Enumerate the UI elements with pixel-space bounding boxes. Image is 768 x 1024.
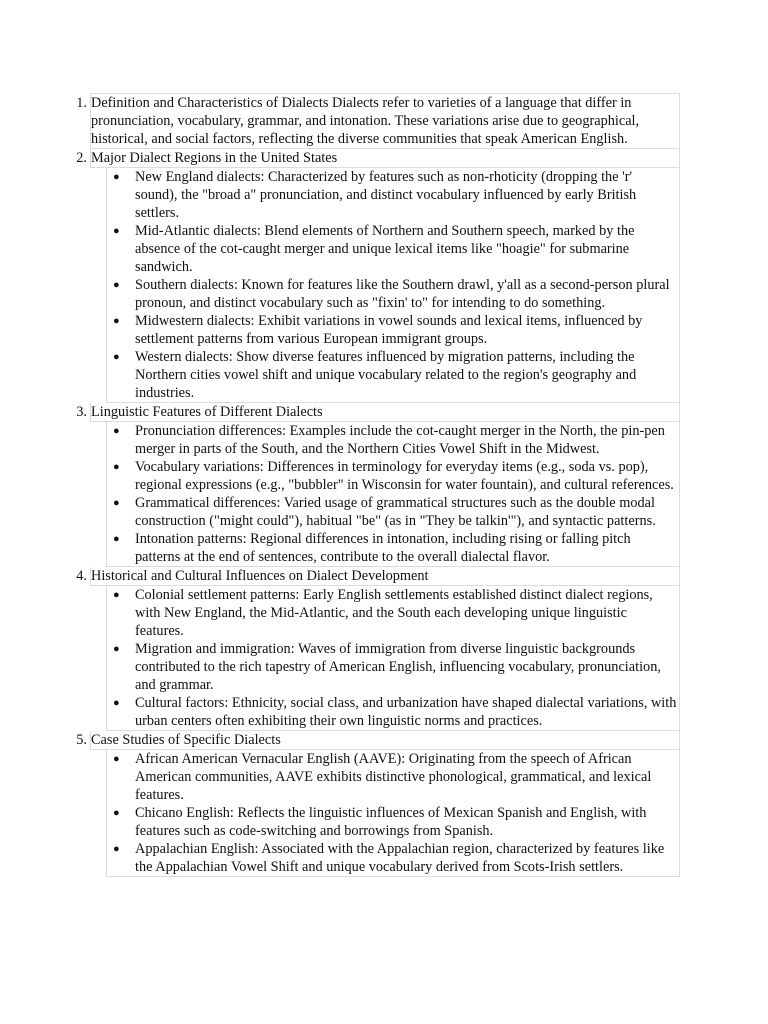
section-number: 5. bbox=[76, 732, 87, 748]
bullet-text: Southern dialects: Known for features like the Southern drawl, y'all as a second-person plural pronoun, and distinct vocabulary such as "fixin' to" for intending to do something. bbox=[135, 277, 670, 311]
bullet-item bbox=[107, 458, 679, 494]
bullet-text: Intonation patterns: Regional differences in intonation, including rising or falling pitch patterns at the end of sentences, contribute to the overall dialectal flavor. bbox=[135, 531, 631, 565]
bullet-icon: ● bbox=[113, 461, 120, 473]
section-item bbox=[60, 731, 680, 877]
bullet-item bbox=[107, 804, 679, 840]
bullet-icon: ● bbox=[113, 315, 120, 327]
bullet-text: African American Vernacular English (AAVE): Originating from the speech of African American communities, AAVE exhibits distinctive phonological, grammatical, and lexical features. bbox=[135, 751, 652, 803]
bullet-icon: ● bbox=[113, 589, 120, 601]
section-number: 4. bbox=[76, 568, 87, 584]
bullet-icon: ● bbox=[113, 351, 120, 363]
bullet-item bbox=[107, 586, 679, 640]
section-number: 2. bbox=[76, 150, 87, 166]
bullet-item bbox=[107, 840, 679, 876]
bullet-text: Mid-Atlantic dialects: Blend elements of Northern and Southern speech, marked by the absence of the cot-caught merger and unique lexical items like "hoagie" for submarine sandwich. bbox=[135, 223, 635, 275]
bullet-item bbox=[107, 422, 679, 458]
document-body bbox=[60, 93, 680, 877]
bullet-text: Chicano English: Reflects the linguistic influences of Mexican Spanish and English, with features such as code-switching and borrowings from Spanish. bbox=[135, 805, 647, 839]
bullet-icon: ● bbox=[113, 497, 120, 509]
bullet-item bbox=[107, 276, 679, 312]
bullet-list bbox=[106, 168, 680, 403]
section-item bbox=[60, 567, 680, 731]
bullet-text: Colonial settlement patterns: Early English settlements established distinct dialect regions, with New England, the Mid-Atlantic, and the South each developing unique linguistic features. bbox=[135, 587, 653, 639]
section-number: 1. bbox=[76, 95, 87, 111]
bullet-item bbox=[107, 530, 679, 566]
bullet-item bbox=[107, 348, 679, 402]
bullet-icon: ● bbox=[113, 225, 120, 237]
bullet-item bbox=[107, 168, 679, 222]
section-header bbox=[76, 93, 680, 149]
bullet-icon: ● bbox=[113, 697, 120, 709]
bullet-item bbox=[107, 222, 679, 276]
bullet-icon: ● bbox=[113, 843, 120, 855]
bullet-list bbox=[106, 750, 680, 877]
bullet-icon: ● bbox=[113, 533, 120, 545]
bullet-text: Midwestern dialects: Exhibit variations in vowel sounds and lexical items, influenced by settlement patterns from various European immigrant groups. bbox=[135, 313, 643, 347]
bullet-text: Cultural factors: Ethnicity, social class, and urbanization have shaped dialectal variations, with urban centers often exhibiting their own linguistic norms and practices. bbox=[135, 695, 677, 729]
bullet-icon: ● bbox=[113, 643, 120, 655]
section-list bbox=[60, 93, 680, 877]
bullet-icon: ● bbox=[113, 753, 120, 765]
bullet-text: Appalachian English: Associated with the Appalachian region, characterized by features like the Appalachian Vowel Shift and unique vocabulary derived from Scots-Irish settlers. bbox=[135, 841, 665, 875]
bullet-item bbox=[107, 750, 679, 804]
section-header bbox=[76, 149, 680, 168]
section-description: Dialects refer to varieties of a language that differ in pronunciation, vocabulary, grammar, and intonation. These variations arise due to geographical, historical, and social factors, reflecting the diverse communities that speak American English. bbox=[91, 95, 640, 147]
bullet-list bbox=[106, 586, 680, 731]
section-title: Linguistic Features of Different Dialects bbox=[91, 404, 323, 420]
bullet-item bbox=[107, 494, 679, 530]
section-item bbox=[60, 403, 680, 567]
section-header bbox=[76, 567, 680, 586]
section-number: 3. bbox=[76, 404, 87, 420]
bullet-list bbox=[106, 422, 680, 567]
bullet-icon: ● bbox=[113, 171, 120, 183]
section-item bbox=[60, 149, 680, 403]
bullet-item bbox=[107, 640, 679, 694]
bullet-icon: ● bbox=[113, 807, 120, 819]
section-item bbox=[60, 93, 680, 149]
section-title: Major Dialect Regions in the United States bbox=[91, 150, 338, 166]
bullet-text: Migration and immigration: Waves of immigration from diverse linguistic backgrounds contributed to the rich tapestry of American English, influencing vocabulary, pronunciation, and grammar. bbox=[135, 641, 661, 693]
bullet-text: Grammatical differences: Varied usage of grammatical structures such as the double modal construction ("might could"), habitual "be" (as in "They be talkin'"), and syntactic patterns. bbox=[135, 495, 656, 529]
bullet-item bbox=[107, 312, 679, 348]
bullet-text: Western dialects: Show diverse features influenced by migration patterns, including the Northern cities vowel shift and unique vocabulary related to the region's geography and industries. bbox=[135, 349, 637, 401]
bullet-item bbox=[107, 694, 679, 730]
bullet-text: New England dialects: Characterized by features such as non-rhoticity (dropping the 'r' sound), the "broad a" pronunciation, and distinct vocabulary influenced by early British settlers. bbox=[135, 169, 637, 221]
bullet-icon: ● bbox=[113, 279, 120, 291]
bullet-text: Pronunciation differences: Examples include the cot-caught merger in the North, the pin-pen merger in parts of the South, and the Northern Cities Vowel Shift in the Midwest. bbox=[135, 423, 665, 457]
section-title: Historical and Cultural Influences on Dialect Development bbox=[91, 568, 429, 584]
section-header bbox=[76, 403, 680, 422]
bullet-text: Vocabulary variations: Differences in terminology for everyday items (e.g., soda vs. pop), regional expressions (e.g., "bubbler" in Wisconsin for water fountain), and cultural references. bbox=[135, 459, 674, 493]
bullet-icon: ● bbox=[113, 425, 120, 437]
section-title: Case Studies of Specific Dialects bbox=[91, 732, 281, 748]
section-header bbox=[76, 731, 680, 750]
section-title: Definition and Characteristics of Dialects bbox=[91, 95, 329, 111]
